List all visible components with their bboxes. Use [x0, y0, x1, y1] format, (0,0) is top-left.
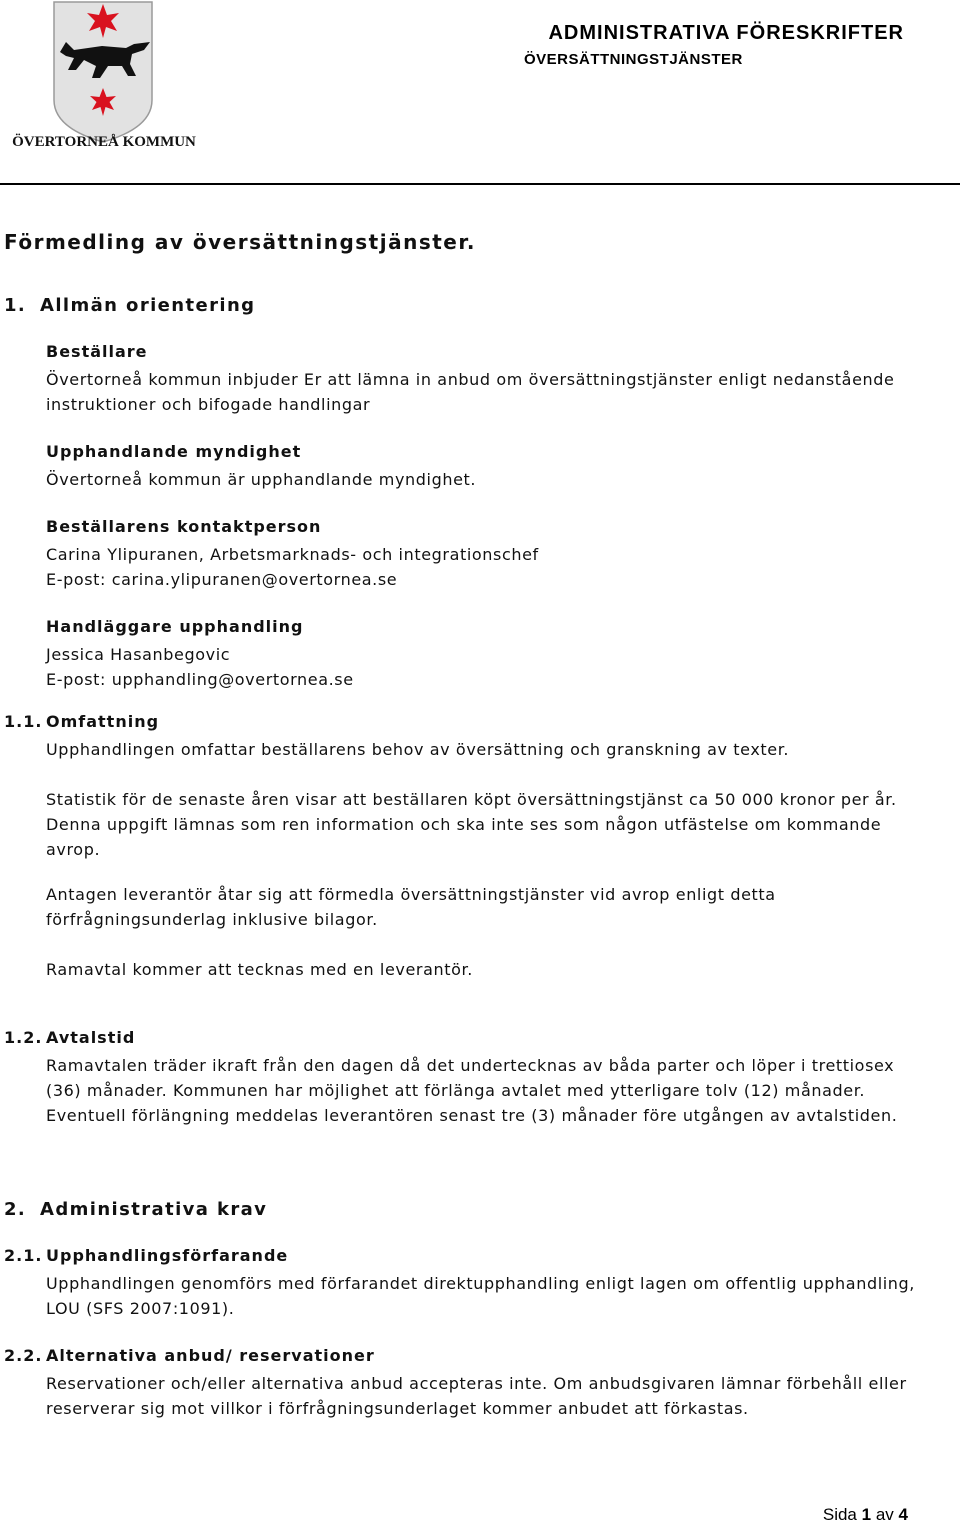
handlaggare-heading: Handläggare upphandling — [46, 617, 304, 636]
upphandlingsforfarande-paragraph: Upphandlingen genomförs med förfarandet direktupphandling enligt lagen om offentlig upphandling, LOU (SFS 2007:1091). — [46, 1274, 915, 1318]
document-title: Förmedling av översättningstjänster. — [4, 230, 476, 254]
omfattning-paragraph-1: Upphandlingen omfattar beställarens behov av översättning och granskning av texter. — [46, 740, 790, 759]
section-1-1-number: 1.1. — [4, 712, 43, 731]
omfattning-paragraph-4: Ramavtal kommer att tecknas med en leverantör. — [46, 960, 473, 979]
section-2-2-number: 2.2. — [4, 1346, 43, 1365]
municipality-logo — [4, 0, 200, 150]
header-subtitle: ÖVERSÄTTNINGSTJÄNSTER — [524, 51, 743, 68]
kontakt-name: Carina Ylipuranen, Arbetsmarknads- och integrationschef — [46, 545, 539, 564]
page-label: Sida — [822, 1505, 857, 1524]
page-separator: av — [875, 1505, 894, 1524]
section-2-1-title: Upphandlingsförfarande — [46, 1246, 289, 1265]
bestallare-text: Övertorneå kommun inbjuder Er att lämna in anbud om översättningstjänster enligt nedanstående instruktioner och bifogade handlingar — [46, 370, 895, 414]
section-1-2-number: 1.2. — [4, 1028, 43, 1047]
upphandlande-text: Övertorneå kommun är upphandlande myndighet. — [46, 470, 477, 489]
page-number — [823, 1505, 908, 1525]
section-1-1-title: Omfattning — [46, 712, 160, 731]
header-title: ADMINISTRATIVA FÖRESKRIFTER — [548, 22, 904, 44]
omfattning-paragraph-3: Antagen leverantör åtar sig att förmedla översättningstjänster vid avrop enligt detta förfrågningsunderlag inklusive bilagor. — [46, 885, 776, 929]
page-total: 4 — [898, 1505, 908, 1524]
section-1-number: 1. — [4, 295, 27, 316]
avtalstid-paragraph: Ramavtalen träder ikraft från den dagen då det undertecknas av båda parter och löper i trettiosex (36) månader. Kommunen har möjlighet att förlänga avtalet med ytterligare tolv (12) månader. Eventuell förlängning meddelas leverantören senast tre (3) månader före utgången av avtalstiden. — [46, 1056, 898, 1125]
section-2-title: Administrativa krav — [40, 1199, 268, 1220]
section-2-1-number: 2.1. — [4, 1246, 43, 1265]
header-divider — [0, 183, 960, 185]
kontakt-email: E-post: carina.ylipuranen@overtornea.se — [46, 570, 398, 589]
section-1-2-title: Avtalstid — [46, 1028, 136, 1047]
omfattning-paragraph-2: Statistik för de senaste åren visar att beställaren köpt översättningstjänst ca 50 000 kronor per år. Denna uppgift lämnas som ren information och ska inte ses som någon utfästelse om kommande avrop. — [46, 790, 897, 859]
bestallare-heading: Beställare — [46, 342, 148, 361]
handlaggare-name: Jessica Hasanbegovic — [46, 645, 231, 664]
section-2-number: 2. — [4, 1199, 27, 1220]
kontakt-heading: Beställarens kontaktperson — [46, 517, 322, 536]
handlaggare-email: E-post: upphandling@overtornea.se — [46, 670, 354, 689]
section-1-title: Allmän orientering — [40, 295, 256, 316]
upphandlande-heading: Upphandlande myndighet — [46, 442, 302, 461]
page-current: 1 — [861, 1505, 872, 1524]
logo-text: ÖVERTORNEÅ KOMMUN — [12, 134, 196, 150]
section-2-2-title: Alternativa anbud/ reservationer — [46, 1346, 375, 1365]
reservationer-paragraph: Reservationer och/eller alternativa anbud accepteras inte. Om anbudsgivaren lämnar förbehåll eller reserverar sig mot villkor i förfrågningsunderlaget kommer anbudet att förkastas. — [46, 1374, 907, 1418]
